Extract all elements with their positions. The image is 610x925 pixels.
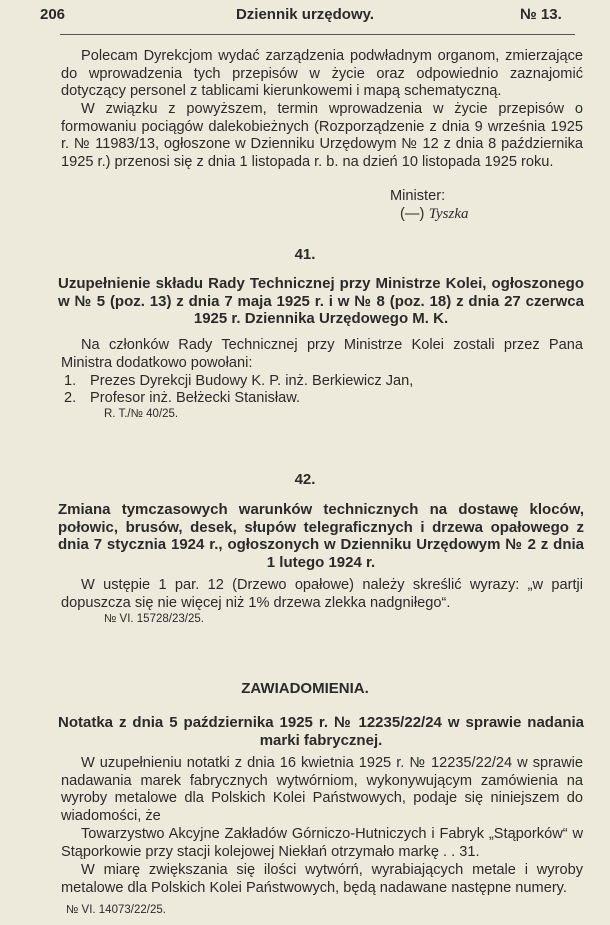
intro-paragraph-1: Polecam Dyrekcjom wydać zarządzenia podwładnym organom, zmierzające do wprowadzenia tych przepisów w życie oraz odpowiednio zaznajomić dotyczący personel z tablicami kierunkowemi i mapą schematyczną. <box>61 48 583 100</box>
notice-paragraph-3: W miarę zwiększania się ilości wytwórń, wyrabiających metale i wyroby metalowe dla Polskich Kolei Państwowych, będą nadawane następne numery. <box>61 862 583 896</box>
intro-paragraph-2: W związku z powyższem, termin wprowadzenia w życie przepisów o formowaniu pociągów dalekobieżnych (Rozporządzenie z dnia 9 września 1925 r. № 11983/13, ogłoszone w Dzienniku Urzędowym № 12 z dnia 8 października 1925 r.) przenosi się z dnia 1 listopada r. b. na dzień 10 listopada 1925 roku. <box>61 101 583 170</box>
issue-number: № 13. <box>520 6 562 23</box>
journal-title: Dziennik urzędowy. <box>235 6 375 23</box>
section-42-title: Zmiana tymczasowych warunków technicznych na dostawę kloców, połowic, brusów, desek, słupów telegraficznych i drzewa opałowego z dnia 7 stycznia 1924 r., ogłoszonych w Dzienniku Urzędowym № 2 z dnia 1 lutego 1924 r. <box>58 501 584 571</box>
list-item-number: 1. <box>64 373 77 389</box>
list-item-text: Prezes Dyrekcji Budowy K. P. inż. Berkiewicz Jan, <box>90 373 414 389</box>
section-41-number: 41. <box>294 246 316 263</box>
list-item <box>64 373 413 389</box>
notice-paragraph-1: W uzupełnieniu notatki z dnia 16 kwietnia 1925 r. № 12235/22/24 w sprawie nadawania marek fabrycznych wytwórniom, wykonywującym zamówienia na wyroby metalowe dla Polskich Kolei Państwowych, podaje się niniejszem do wiadomości, że <box>61 755 583 824</box>
list-item-text: Profesor inż. Bełżecki Stanisław. <box>90 390 301 406</box>
page-number: 206 <box>40 6 66 23</box>
signature-title: Minister: <box>390 188 446 204</box>
signature-prefix: (—) <box>400 206 425 222</box>
section-41-body: Na członków Rady Technicznej przy Ministrze Kolei zostali przez Pana Ministra dodatkowo powołani: <box>61 337 583 371</box>
notice-reference: № VI. 14073/22/25. <box>66 904 166 916</box>
section-41-title: Uzupełnienie składu Rady Technicznej przy Ministrze Kolei, ogłoszonego w № 5 (poz. 13) z dnia 7 maja 1925 r. i w № 8 (poz. 18) z dnia 27 czerwca 1925 r. Dziennika Urzędowego M. K. <box>58 275 584 327</box>
header-rule <box>60 34 575 35</box>
notice-title: Notatka z dnia 5 października 1925 r. № 12235/22/24 w sprawie nadania marki fabrycznej. <box>58 714 584 749</box>
notices-heading: ZAWIADOMIENIA. <box>241 680 369 697</box>
section-41-reference: R. T./№ 40/25. <box>104 408 179 420</box>
signature-name: Tyszka <box>428 206 469 222</box>
list-item-number: 2. <box>64 390 77 406</box>
section-42-reference: № VI. 15728/23/25. <box>104 613 204 625</box>
list-item <box>64 390 300 406</box>
section-42-number: 42. <box>294 471 316 488</box>
signature <box>400 205 469 223</box>
notice-paragraph-2: Towarzystwo Akcyjne Zakładów Górniczo-Hutniczych i Fabryk „Stąporków“ w Stąporkowie przy stacji kolejowej Niekłań otrzymało markę . . 31. <box>61 826 583 860</box>
section-42-body: W ustępie 1 par. 12 (Drzewo opałowe) należy skreślić wyrazy: „w partji dopuszcza się nie więcej niż 1% drzewa zlekka nadgniłego“. <box>61 577 583 611</box>
